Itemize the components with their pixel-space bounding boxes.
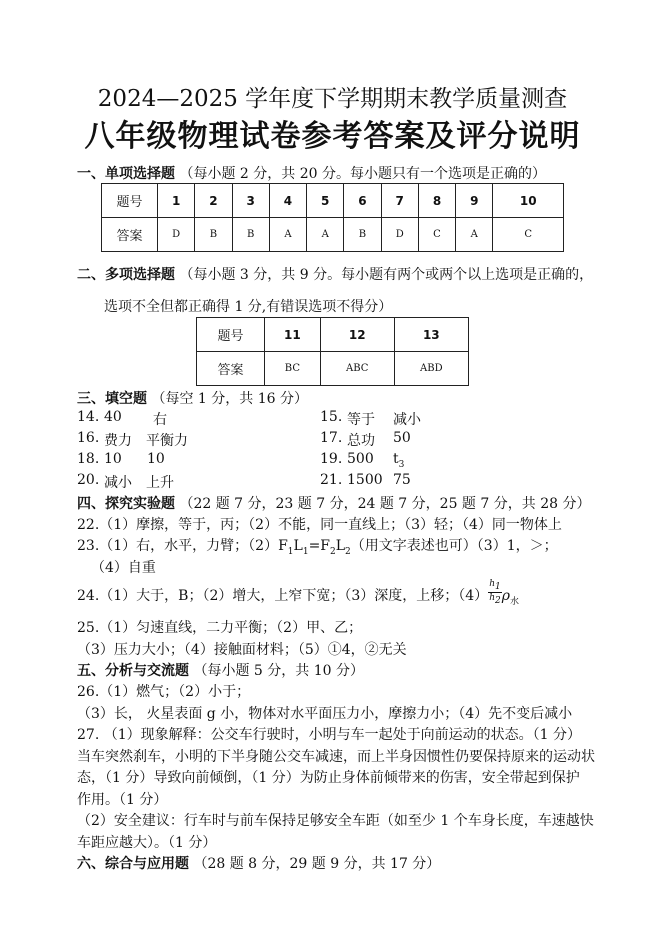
answer-q23-line2: （4）自重: [91, 560, 156, 576]
q23-part: L: [293, 538, 303, 554]
answer-q27-line2: 当车突然刹车，小明的下半身随公交车减速，而上半身因惯性仍要保持原来的运动状: [77, 749, 595, 765]
answer-cell: ABD: [394, 352, 468, 386]
item-number: 19.: [320, 451, 343, 467]
table-row-answers: [102, 218, 564, 252]
section1-heading: 一、单项选择题: [77, 166, 175, 182]
answer-cell: A: [307, 218, 344, 252]
item-answer-b: [393, 451, 404, 470]
item-answer-a: 500: [347, 451, 374, 467]
section1-answer-table: [101, 183, 564, 252]
section5-heading: 五、分析与交流题: [77, 663, 189, 679]
q24-denominator-sub: 2: [494, 595, 501, 606]
item-number: 20.: [77, 472, 100, 488]
item-answer-b: 50: [393, 430, 411, 446]
fill-item-17: [320, 430, 411, 449]
item-answer-b-text: t: [393, 451, 399, 467]
q23-part: （用文字表述也可）（3）1，＞；: [350, 538, 558, 554]
section5-header: [77, 660, 364, 680]
question-number: 8: [418, 184, 455, 218]
item-answer-a: 费力: [104, 433, 132, 449]
item-answer-b-sub: 3: [398, 459, 405, 470]
answer-cell: D: [381, 218, 418, 252]
question-number: 7: [381, 184, 418, 218]
item-number: 17.: [320, 430, 343, 446]
section1-header: [77, 163, 546, 183]
answer-q26-line1: 26.（1）燃气；（2）小于；: [77, 684, 251, 700]
answer-q27-line4: 作用。（1 分）: [77, 792, 168, 808]
q24-fraction: [488, 579, 502, 606]
question-number: 13: [394, 318, 468, 352]
answer-q23: [77, 535, 558, 557]
section2-note: （每小题 3 分，共 9 分。每小题有两个或两个以上选项是正确的，: [179, 267, 594, 283]
answer-q27-line6: 车距应越大）。（1 分）: [77, 835, 217, 851]
item-answer-a: 等于: [347, 412, 375, 428]
item-answer-b: 75: [393, 472, 411, 488]
answer-cell: BC: [265, 352, 321, 386]
question-number: 9: [456, 184, 493, 218]
item-answer-b: 平衡力: [146, 433, 188, 449]
q23-part: 23.（1）右，水平，力臂；（2）F: [77, 538, 288, 554]
section4-heading: 四、探究实验题: [77, 496, 175, 512]
answer-q27-line1: 27. （1）现象解释：公交车行驶时，小明与车一起处于向前运动的状态。（1 分）: [77, 727, 581, 743]
item-answer-a: 1500: [347, 472, 383, 488]
q24-rho-sub: 水: [509, 596, 519, 607]
section3-heading: 三、填空题: [77, 391, 147, 407]
item-number: 15.: [320, 409, 343, 425]
answer-cell: A: [269, 218, 306, 252]
section2-note-line2: 选项不全但都正确得 1 分,有错误选项不得分）: [104, 299, 393, 315]
question-number: 5: [307, 184, 344, 218]
row-label-answer: 答案: [197, 352, 265, 386]
item-answer-b: 减小: [393, 412, 421, 428]
q24-rho: ρ: [501, 588, 510, 604]
item-number: 16.: [77, 430, 100, 446]
section3-header: [77, 388, 308, 408]
item-answer-a: 减小: [104, 475, 132, 491]
answer-cell: A: [456, 218, 493, 252]
item-number: 21.: [320, 472, 343, 488]
item-number: 18.: [77, 451, 100, 467]
item-answer-a: 40: [104, 409, 122, 425]
section6-header: [77, 853, 440, 873]
answer-q27-line3: 态，（1 分）导致向前倾倒，（1 分）为防止身体前倾带来的伤害，安全带起到保护: [77, 770, 580, 786]
question-number: 2: [195, 184, 232, 218]
q23-sub: 2: [345, 546, 351, 557]
fill-item-21: [320, 472, 411, 488]
item-answer-b: 上升: [146, 475, 174, 491]
fill-item-14: [77, 409, 167, 428]
answer-q22: 22.（1）摩擦，等于，丙；（2）不能，同一直线上；（3）轻；（4）同一物体上: [77, 517, 562, 533]
answer-cell: D: [158, 218, 195, 252]
section5-note: （每小题 5 分，共 10 分）: [193, 663, 364, 679]
table-row-answers: [197, 352, 469, 386]
q24-numerator: h: [489, 578, 495, 589]
section2-heading: 二、多项选择题: [77, 267, 175, 283]
table-row-numbers: [102, 184, 564, 218]
section6-heading: 六、综合与应用题: [77, 856, 189, 872]
fill-item-19: [320, 451, 405, 470]
section2-answer-table: [196, 317, 469, 386]
question-number: 11: [265, 318, 321, 352]
answer-cell: B: [195, 218, 232, 252]
q23-part: =F: [308, 538, 331, 554]
item-answer-b: 10: [147, 451, 165, 467]
answer-cell: B: [232, 218, 269, 252]
row-label-answer: 答案: [102, 218, 158, 252]
item-answer-b: 右: [153, 412, 167, 428]
section6-note: （28 题 8 分，29 题 9 分，共 17 分）: [193, 856, 441, 872]
fill-item-16: [77, 430, 188, 449]
question-number: 6: [344, 184, 381, 218]
answer-cell: ABC: [320, 352, 394, 386]
section4-header: [77, 493, 590, 513]
table-row-numbers: [197, 318, 469, 352]
q24-numerator-sub: 1: [494, 581, 501, 592]
page-title-line1: 2024—2025 学年度下学期期末教学质量测查: [97, 86, 568, 112]
answer-cell: C: [418, 218, 455, 252]
item-answer-a: 总功: [347, 433, 375, 449]
q23-part: L: [335, 538, 346, 554]
section1-note: （每小题 2 分，共 20 分。每小题只有一个选项是正确的）: [179, 166, 546, 182]
q24-denominator: h: [489, 592, 495, 603]
q23-sub: 2: [330, 546, 336, 557]
q24-text: 24.（1）大于，B；（2）增大，上窄下宽；（3）深度，上移；（4）: [77, 588, 489, 604]
page-title-line2: 八年级物理试卷参考答案及评分说明: [84, 119, 581, 154]
answer-cell: B: [344, 218, 381, 252]
fill-item-20: [77, 472, 174, 491]
answer-q27-line5: （2）安全建议：行车时与前车保持足够安全车距（如至少 1 个车身长度，车速越快: [77, 813, 594, 829]
item-number: 14.: [77, 409, 100, 425]
section3-note: （每空 1 分，共 16 分）: [151, 391, 308, 407]
question-number: 12: [320, 318, 394, 352]
answer-q25-line1: 25.（1）匀速直线，二力平衡；（2）甲、乙；: [77, 620, 363, 636]
row-label-number: 题号: [102, 184, 158, 218]
answer-q25-line2: （3）压力大小；（4）接触面材料；（5）①4，②无关: [77, 642, 407, 658]
item-answer-a: 10: [104, 451, 122, 467]
q23-sub: 1: [302, 546, 309, 557]
q23-sub: 1: [287, 546, 294, 557]
question-number: 10: [493, 184, 564, 218]
answer-q24: [77, 578, 519, 607]
question-number: 3: [232, 184, 269, 218]
section2-header: [77, 264, 593, 284]
section4-note: （22 题 7 分，23 题 7 分，24 题 7 分，25 题 7 分，共 28 分）: [179, 496, 591, 512]
question-number: 1: [158, 184, 195, 218]
answer-cell: C: [493, 218, 564, 252]
answer-q26-line2: （3）长， 火星表面 g 小，物体对水平面压力小，摩擦力小；（4）先不变后减小: [77, 706, 573, 722]
fill-item-18: [77, 451, 165, 467]
fill-item-15: [320, 409, 421, 428]
question-number: 4: [269, 184, 306, 218]
row-label-number: 题号: [197, 318, 265, 352]
